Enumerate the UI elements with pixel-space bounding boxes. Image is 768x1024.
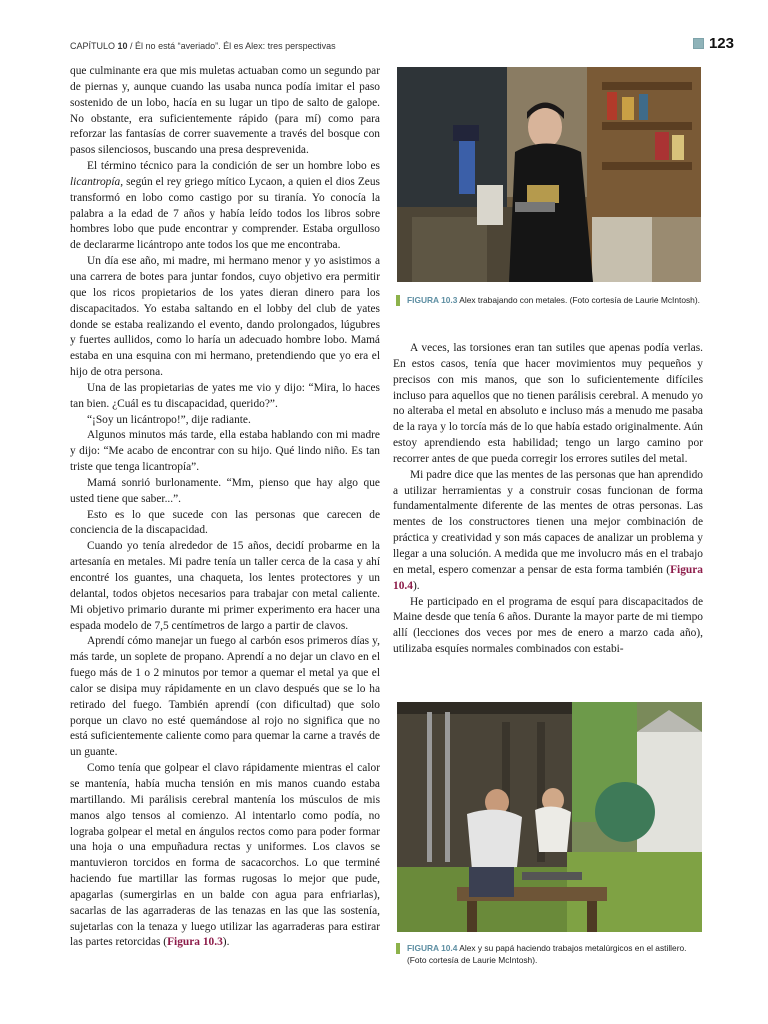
running-head bbox=[70, 41, 336, 51]
left-column bbox=[70, 64, 380, 951]
paragraph: El término técnico para la condición de ser un hombre lobo es licantropía, según el rey griego mítico Lycaon, a quien el dios Zeus transformó en lobo como castigo por su tiranía. Yo conocía la palabra a la edad de 7 años y había leído todos los libros sobre hombres lobo que pude encontrar y comprender. Estaba orgulloso de declararme licántropo ante todos los que me encontraba. bbox=[70, 160, 380, 252]
paragraph: Esto es lo que sucede con las personas que carecen de conciencia de la discapacidad. bbox=[70, 508, 380, 537]
caption-text: Alex y su papá haciendo trabajos metalúrgicos en el astillero. (Foto cortesía de Laurie McIntosh). bbox=[407, 943, 687, 965]
paragraph: He participado en el programa de esquí para discapacitados de Maine desde que tenía 6 años. Durante la mayor parte de mi tiempo allí (lecciones dos veces por mes de enero a marzo cada año), utilizaba esquíes normales combinados con estabi- bbox=[393, 595, 703, 656]
paragraph: Una de las propietarias de yates me vio y dijo: “Mira, lo haces tan bien. ¿Cuál es tu discapacidad, querido?”. bbox=[70, 381, 380, 410]
caption-bar bbox=[396, 295, 400, 306]
caption-bar bbox=[396, 943, 400, 954]
paragraph: Cuando yo tenía alrededor de 15 años, decidí probarme en la artesanía en metales. Mi padre tenía un taller cerca de la casa y ahí encontré los guantes, una chaqueta, los lentes protectores y un delantal, todos objetos necesarios para trabajar con metal caliente. Mi objetivo primario durante mi primer experimento era hacer una espada modelo de 7,5 centímetros de largo a partir de clavos. bbox=[70, 540, 380, 632]
page-marker-icon bbox=[693, 38, 704, 49]
right-column bbox=[393, 341, 703, 658]
paragraph: Mi padre dice que las mentes de las personas que han aprendido a utilizar herramientas y a construir cosas funcionan de forma fundamentalmente diferente de las mentes de otras personas. Las mentes de los constructores tienen una mejor combinación de práctica y creatividad y son más capaces de analizar un problema y llegar a una solución. A medida que me involucro más en el trabajo en metal, espero comenzar a pensar de esta forma también (Figura 10.4). bbox=[393, 468, 703, 592]
caption-text: Alex trabajando con metales. (Foto cortesía de Laurie McIntosh). bbox=[457, 295, 700, 305]
figure-10-4-caption bbox=[396, 942, 706, 966]
figure-label: FIGURA 10.3 bbox=[407, 295, 458, 305]
figure-reference-link[interactable]: Figura 10.3 bbox=[167, 936, 223, 949]
figure-10-3-caption bbox=[396, 294, 706, 306]
chapter-number: 10 bbox=[117, 41, 128, 51]
paragraph: “¡Soy un licántropo!”, dije radiante. bbox=[87, 413, 251, 426]
page-number-block bbox=[693, 35, 734, 52]
figure-10-3-photo bbox=[397, 67, 701, 282]
paragraph: que culminante era que mis muletas actuaban como un segundo par de piernas y, aunque cuando las usaba nunca podía imitar el paso sostenido de un lobo, hacía en su lugar un tipo de salto de galope. No obstante, era suficientemente rápido (para mí) como para reforzar las fantasías de correr suavemente a través del bosque con pasos silenciosos, buscando una presa desprevenida. bbox=[70, 65, 380, 157]
paragraph: Mamá sonrió burlonamente. “Mm, pienso que hay algo que usted tiene que saber...”. bbox=[70, 476, 380, 505]
paragraph: Aprendí cómo manejar un fuego al carbón esos primeros días y, más tarde, un soplete de propano. Aprendí a no dejar un clavo en el fuego más de 1 o 2 minutos por temor a quemar el metal ya que el calor se disipa muy rápidamente en un clavo después que se lo ha retirado del fuego. También aprendí (con dificultad) que solo porque un clavo no esté quemándose al rojo no significa que no está suficientemente caliente como para quemar la carne a través de un guante. bbox=[70, 635, 380, 759]
page-number: 123 bbox=[708, 35, 734, 52]
figure-10-4-photo bbox=[397, 702, 702, 932]
paragraph: Algunos minutos más tarde, ella estaba hablando con mi madre y dijo: “Me acabo de encontrar con su hijo. Qué lindo niño. Es tan triste que tenga licantropía”. bbox=[70, 429, 380, 474]
term-licantropia: licantropía bbox=[70, 175, 121, 188]
paragraph: Un día ese año, mi madre, mi hermano menor y yo asistimos a una carrera de botes para juntar fondos, cuyo objetivo era permitir que los ricos propietarios de los yates dieran dinero para los discapacitados. Yo estaba saltando en el lobby del club de yates donde se estaba realizando el evento, dando prolongados, lúgubres y fuertes aullidos, como lo haría un adecuado hombre lobo. Mamá estaba en una esquina con mi hermano, pretendiendo que yo era el hijo de otra persona. bbox=[70, 255, 380, 379]
paragraph: Como tenía que golpear el clavo rápidamente mientras el calor se mantenía, había mucha tensión en mis manos cuando estaba martillando. Mi parálisis cerebral mantenía los músculos de mis manos algo tensos al comienzo. Al intentarlo como podía, no lograba golpear el metal en ángulos rectos como para poder formar una hoja o una empuñadura rectas y uniformes. Los clavos se mantuvieron torcidos en forma de sacacorchos. Lo que terminé haciendo fue martillar las formas rugosas lo mejor que pude, apagarlas (sumergirlas en un balde con agua para enfriarlas), sacarlas de las agarraderas de las tenazas en las que las sostenía, sujetarlas con la tenaza y luego utilizar las agarraderas para estirar las partes retorcidas (Figura 10.3). bbox=[70, 762, 380, 949]
paragraph: A veces, las torsiones eran tan sutiles que apenas podía verlas. En estos casos, tenía que hacer movimientos muy pequeños y precisos con mis manos, que son lo suficientemente difíciles incluso para aquellos que no tienen parálisis cerebral. A menudo yo no alteraba el metal en absoluto e incluso más a menudo me pasaba de la raya y lo torcía más de lo que había estado originalmente. Aún estoy aprendiendo esta habilidad; tengo un largo camino por recorrer antes de que pueda corregir los errores sutiles del metal. bbox=[393, 342, 703, 465]
chapter-title: / Él no está “averiado”. Él es Alex: tres perspectivas bbox=[127, 41, 336, 51]
figure-label: FIGURA 10.4 bbox=[407, 943, 458, 953]
chapter-label: CAPÍTULO bbox=[70, 41, 116, 51]
figure-reference-link[interactable]: Figura 10.4 bbox=[393, 563, 703, 592]
